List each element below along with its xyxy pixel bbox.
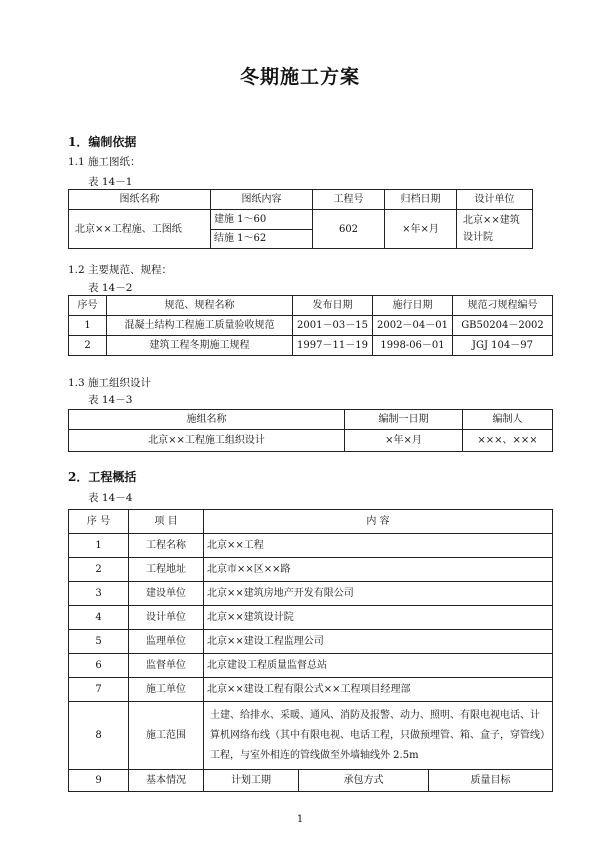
table-row [69, 770, 553, 792]
table-cell: 建筑工程冬期施工规程 [107, 336, 293, 356]
table-14-2-label: 表 14－2 [88, 282, 133, 294]
table-cell: 计划工期 [204, 770, 299, 792]
table-header-cell: 编制一日期 [345, 410, 463, 430]
table-cell: 建设单位 [129, 582, 204, 606]
standards-table [68, 295, 553, 356]
table-cell: 施工范围 [129, 702, 204, 770]
table-cell: 工程名称 [129, 534, 204, 558]
table-cell: 质量目标 [429, 770, 553, 792]
section-1-heading: 1．编制依据 [68, 135, 137, 149]
section-2-heading: 2．工程概括 [68, 470, 137, 484]
table-header-cell: 图纸内容 [211, 190, 313, 210]
table-row [69, 582, 553, 606]
table-cell: 北京市××区××路 [204, 558, 553, 582]
table-cell: 2 [69, 336, 107, 356]
table-header-cell: 内 容 [204, 510, 553, 534]
table-cell: 6 [69, 654, 129, 678]
table-cell: 4 [69, 606, 129, 630]
table-cell: 设计单位 [129, 606, 204, 630]
section-1-2-heading: 1.2 主要规范、规程： [68, 264, 173, 276]
table-cell: GB50204－2002 [453, 316, 553, 336]
table-cell: 8 [69, 702, 129, 770]
table-cell: ×年×月 [345, 430, 463, 452]
table-cell: 北京××建设工程监理公司 [204, 630, 553, 654]
table-cell: 监督单位 [129, 654, 204, 678]
drawing-name-cell: 北京××工程施、工图纸 [69, 210, 211, 249]
table-cell: 北京××工程施工组织设计 [69, 430, 345, 452]
table-cell: 施工单位 [129, 678, 204, 702]
table-header-cell: 设计单位 [457, 190, 533, 210]
table-header-cell: 工程号 [313, 190, 385, 210]
table-header-cell: 图纸名称 [69, 190, 211, 210]
table-cell: ×××、××× [463, 430, 553, 452]
drawing-content-cell: 建施 1～60 [211, 210, 313, 230]
table-cell: 2 [69, 558, 129, 582]
table-header-cell: 项 目 [129, 510, 204, 534]
table-header-cell: 序 号 [69, 510, 129, 534]
table-row [69, 702, 553, 770]
table-14-4-label: 表 14－4 [88, 492, 133, 504]
section-1-1-heading: 1.1 施工图纸： [68, 156, 141, 168]
drawings-table [68, 189, 533, 249]
table-row [69, 430, 553, 452]
table-cell: 3 [69, 582, 129, 606]
table-cell: 1 [69, 534, 129, 558]
table-header-cell: 序号 [69, 296, 107, 316]
table-cell: 1998-06－01 [373, 336, 453, 356]
table-cell: 工程地址 [129, 558, 204, 582]
project-number-cell: 602 [313, 210, 385, 249]
table-row [69, 336, 553, 356]
table-row [69, 606, 553, 630]
table-cell: 5 [69, 630, 129, 654]
table-14-1-label: 表 14－1 [88, 176, 133, 188]
table-cell: 北京××工程 [204, 534, 553, 558]
archive-date-cell: ×年×月 [385, 210, 457, 249]
table-header-cell: 施行日期 [373, 296, 453, 316]
table-row [69, 558, 553, 582]
drawing-content-cell: 结施 1～62 [211, 229, 313, 249]
construction-scope-cell: 土建、给排水、采暖、通风、消防及报警、动力、照明、有限电视电话、计算机网络布线（其中有限电视、电话工程，只做预埋管、箱、盒子，穿管线）工程，与室外相连的管线做至外墙轴线外 2.5m [204, 702, 553, 770]
table-cell: 1 [69, 316, 107, 336]
table-cell: 基本情况 [129, 770, 204, 792]
table-row [69, 630, 553, 654]
page-number: 1 [296, 814, 304, 825]
table-header-cell: 编制人 [463, 410, 553, 430]
table-cell: 7 [69, 678, 129, 702]
table-cell: 北京××建筑设计院 [204, 606, 553, 630]
design-unit-cell: 北京××建筑设计院 [457, 210, 533, 249]
table-row [69, 316, 553, 336]
table-header-cell: 归档日期 [385, 190, 457, 210]
table-14-3-label: 表 14－3 [88, 394, 133, 406]
table-cell: 监理单位 [129, 630, 204, 654]
table-cell: 2002－04－01 [373, 316, 453, 336]
table-cell: 2001－03－15 [293, 316, 373, 336]
table-cell: 北京××建设工程有限公式××工程项目经理部 [204, 678, 553, 702]
section-1-3-heading: 1.3 施工组织设计 [68, 377, 152, 389]
table-row [69, 678, 553, 702]
construction-plan-table [68, 409, 553, 452]
document-title: 冬期施工方案 [239, 66, 360, 88]
table-header-cell: 发布日期 [293, 296, 373, 316]
table-header-cell: 规范、规程名称 [107, 296, 293, 316]
table-header-cell: 规范刁规程编号 [453, 296, 553, 316]
table-header-cell: 施组名称 [69, 410, 345, 430]
table-row [69, 654, 553, 678]
table-cell: 9 [69, 770, 129, 792]
table-cell: JGJ 104－97 [453, 336, 553, 356]
table-cell: 北京××建筑房地产开发有限公司 [204, 582, 553, 606]
table-row [69, 534, 553, 558]
table-cell: 混凝土结构工程施工质量验收规范 [107, 316, 293, 336]
project-overview-table [68, 509, 553, 792]
table-cell: 承包方式 [299, 770, 429, 792]
table-cell: 北京建设工程质量监督总站 [204, 654, 553, 678]
table-cell: 1997－11－19 [293, 336, 373, 356]
